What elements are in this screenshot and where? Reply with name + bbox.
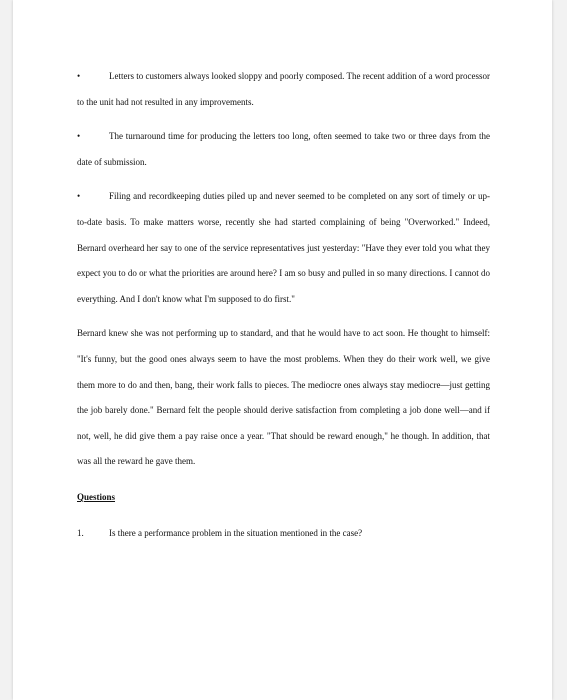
question-number: 1. [77,527,84,538]
bullet-icon: • [77,131,81,142]
question-text: Is there a performance problem in the situation mentioned in the case? [109,527,363,538]
bullet-text: The turnaround time for producing the letters too long, often seemed to take two or three days from the date of submission. [77,131,490,167]
document-page [13,0,552,700]
bullet-item [77,184,490,312]
bullet-item [77,124,490,175]
document-body [77,64,490,546]
bullet-text: Filing and recordkeeping duties piled up and never seemed to be completed on any sort of timely or up-to-date basis. To make matters worse, recently she had started complaining of being "Overworked." Indeed, Bernard overheard her say to one of the service representatives just yesterday: "Have they ever told you what they expect you to do or what the priorities are around here? I am so busy and pulled in so many directions. I cannot do everything. And I don't know what I'm supposed to do first." [77,191,490,304]
bullet-text: Letters to customers always looked sloppy and poorly composed. The recent addition of a word processor to the unit had not resulted in any improvements. [77,71,490,107]
bullet-item [77,64,490,115]
question-item [77,521,490,547]
body-paragraph: Bernard knew she was not performing up to standard, and that he would have to act soon. He thought to himself: "It's funny, but the good ones always seem to have the most problems. When they do their work well, we give them more to do and then, bang, their work falls to pieces. The mediocre ones always stay mediocre—just getting the job barely done." Bernard felt the people should derive satisfaction from completing a job done well—and if not, well, he did give them a pay raise once a year. "That should be reward enough," he though. In addition, that was all the reward he gave them. [77,328,490,467]
bullet-icon: • [77,191,81,202]
questions-heading: Questions [77,491,116,502]
bullet-icon: • [77,71,81,81]
